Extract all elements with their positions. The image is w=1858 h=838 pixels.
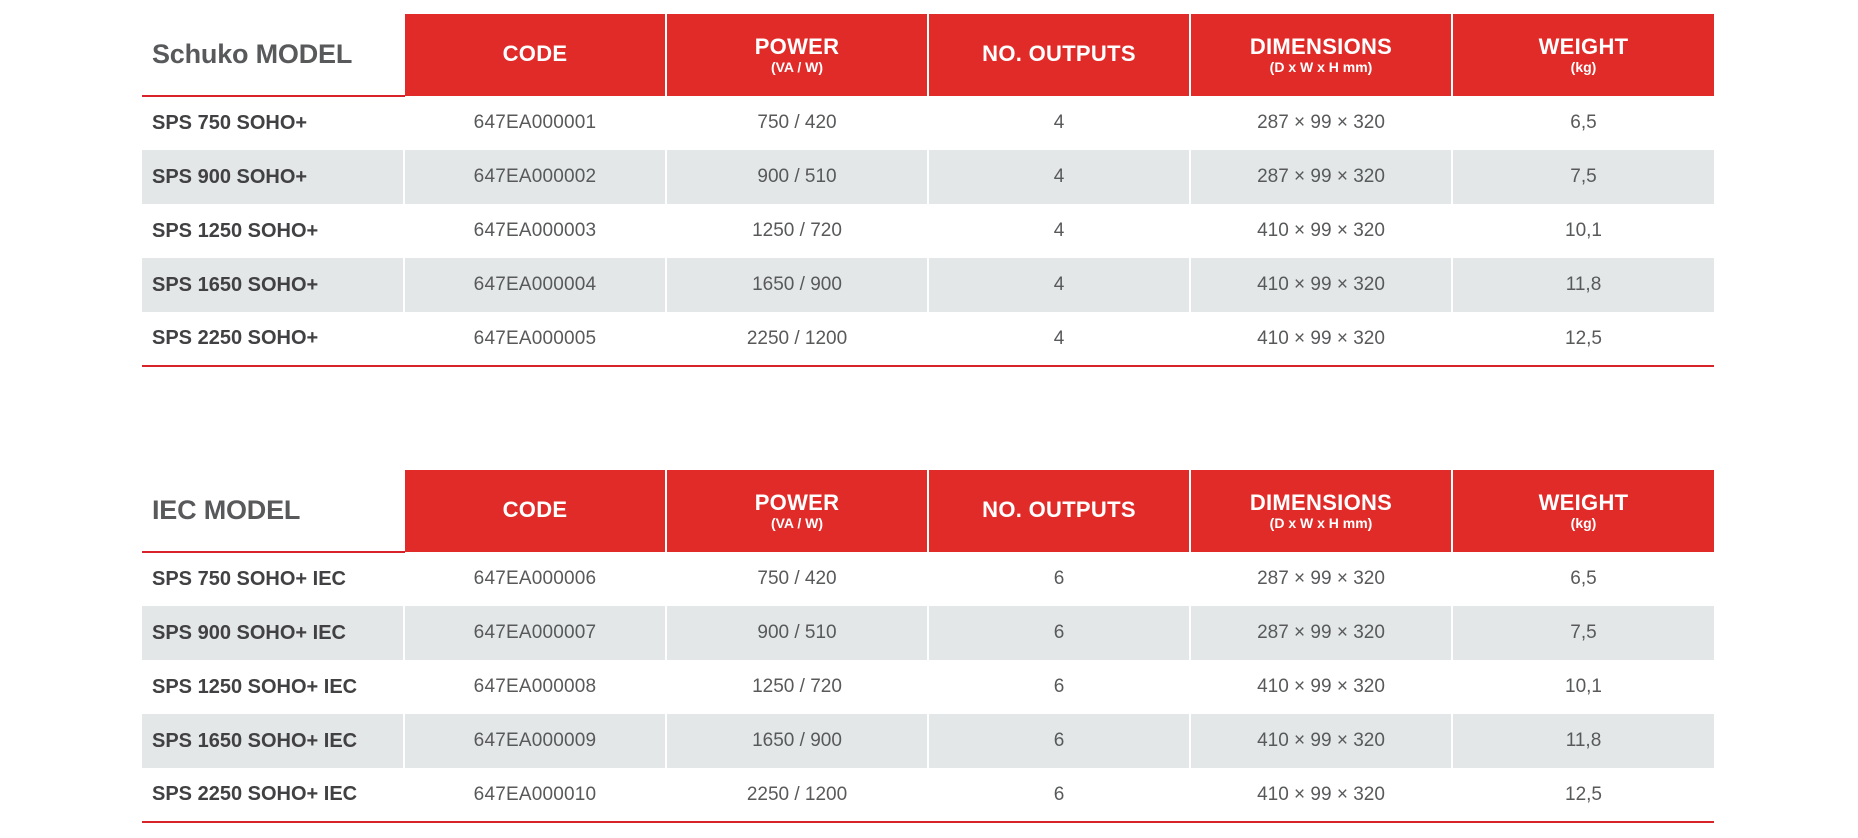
table-row <box>142 660 1714 714</box>
table-row <box>142 768 1714 822</box>
cell-weight: 12,5 <box>1452 768 1714 822</box>
column-header-weight: WEIGHT (kg) <box>1452 14 1714 96</box>
table-row <box>142 714 1714 768</box>
cell-dimensions: 410 × 99 × 320 <box>1190 768 1452 822</box>
cell-dimensions: 410 × 99 × 320 <box>1190 258 1452 312</box>
cell-weight: 10,1 <box>1452 660 1714 714</box>
cell-code: 647EA000006 <box>404 552 666 606</box>
cell-outputs: 6 <box>928 768 1190 822</box>
column-header-weight: WEIGHT (kg) <box>1452 470 1714 552</box>
table-row <box>142 606 1714 660</box>
cell-dimensions: 287 × 99 × 320 <box>1190 96 1452 150</box>
cell-weight: 7,5 <box>1452 150 1714 204</box>
cell-code: 647EA000004 <box>404 258 666 312</box>
cell-code: 647EA000007 <box>404 606 666 660</box>
cell-model: SPS 750 SOHO+ <box>142 96 404 150</box>
page-right-margin <box>1840 0 1858 838</box>
cell-code: 647EA000009 <box>404 714 666 768</box>
cell-dimensions: 410 × 99 × 320 <box>1190 714 1452 768</box>
cell-code: 647EA000003 <box>404 204 666 258</box>
cell-outputs: 4 <box>928 312 1190 366</box>
cell-power: 2250 / 1200 <box>666 312 928 366</box>
cell-model: SPS 900 SOHO+ IEC <box>142 606 404 660</box>
column-header-dimensions: DIMENSIONS (D x W x H mm) <box>1190 470 1452 552</box>
table-row <box>142 96 1714 150</box>
cell-model: SPS 2250 SOHO+ IEC <box>142 768 404 822</box>
cell-power: 1650 / 900 <box>666 258 928 312</box>
cell-power: 1250 / 720 <box>666 204 928 258</box>
cell-code: 647EA000002 <box>404 150 666 204</box>
table-row <box>142 258 1714 312</box>
cell-weight: 11,8 <box>1452 714 1714 768</box>
cell-power: 1250 / 720 <box>666 660 928 714</box>
table-row <box>142 312 1714 366</box>
cell-outputs: 4 <box>928 204 1190 258</box>
cell-power: 900 / 510 <box>666 150 928 204</box>
cell-dimensions: 287 × 99 × 320 <box>1190 150 1452 204</box>
cell-model: SPS 900 SOHO+ <box>142 150 404 204</box>
spec-table-schuko <box>142 14 1714 367</box>
column-header-model: IEC MODEL <box>142 470 404 552</box>
column-header-outputs: NO. OUTPUTS <box>928 14 1190 96</box>
cell-power: 1650 / 900 <box>666 714 928 768</box>
cell-model: SPS 1650 SOHO+ IEC <box>142 714 404 768</box>
column-header-code: CODE <box>404 470 666 552</box>
table-header-row <box>142 14 1714 96</box>
cell-model: SPS 750 SOHO+ IEC <box>142 552 404 606</box>
cell-dimensions: 287 × 99 × 320 <box>1190 552 1452 606</box>
column-header-code: CODE <box>404 14 666 96</box>
cell-code: 647EA000010 <box>404 768 666 822</box>
cell-outputs: 4 <box>928 258 1190 312</box>
cell-model: SPS 2250 SOHO+ <box>142 312 404 366</box>
column-header-outputs: NO. OUTPUTS <box>928 470 1190 552</box>
cell-power: 750 / 420 <box>666 96 928 150</box>
cell-dimensions: 410 × 99 × 320 <box>1190 204 1452 258</box>
cell-weight: 6,5 <box>1452 552 1714 606</box>
cell-outputs: 6 <box>928 552 1190 606</box>
column-header-power: POWER (VA / W) <box>666 14 928 96</box>
cell-weight: 7,5 <box>1452 606 1714 660</box>
cell-outputs: 6 <box>928 606 1190 660</box>
cell-weight: 11,8 <box>1452 258 1714 312</box>
cell-weight: 12,5 <box>1452 312 1714 366</box>
cell-model: SPS 1650 SOHO+ <box>142 258 404 312</box>
cell-dimensions: 287 × 99 × 320 <box>1190 606 1452 660</box>
column-header-dimensions: DIMENSIONS (D x W x H mm) <box>1190 14 1452 96</box>
column-header-model: Schuko MODEL <box>142 14 404 96</box>
table-row <box>142 552 1714 606</box>
cell-outputs: 4 <box>928 150 1190 204</box>
cell-power: 2250 / 1200 <box>666 768 928 822</box>
cell-weight: 10,1 <box>1452 204 1714 258</box>
cell-code: 647EA000008 <box>404 660 666 714</box>
cell-power: 750 / 420 <box>666 552 928 606</box>
cell-code: 647EA000001 <box>404 96 666 150</box>
cell-power: 900 / 510 <box>666 606 928 660</box>
table-header-row <box>142 470 1714 552</box>
table-row <box>142 150 1714 204</box>
cell-model: SPS 1250 SOHO+ IEC <box>142 660 404 714</box>
cell-code: 647EA000005 <box>404 312 666 366</box>
cell-dimensions: 410 × 99 × 320 <box>1190 312 1452 366</box>
cell-outputs: 6 <box>928 714 1190 768</box>
cell-outputs: 6 <box>928 660 1190 714</box>
cell-dimensions: 410 × 99 × 320 <box>1190 660 1452 714</box>
column-header-power: POWER (VA / W) <box>666 470 928 552</box>
cell-weight: 6,5 <box>1452 96 1714 150</box>
spec-table-iec <box>142 470 1714 823</box>
cell-model: SPS 1250 SOHO+ <box>142 204 404 258</box>
cell-outputs: 4 <box>928 96 1190 150</box>
table-row <box>142 204 1714 258</box>
